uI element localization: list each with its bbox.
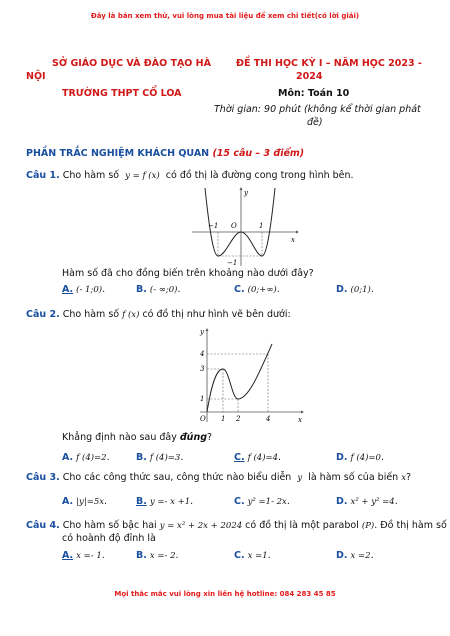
question-4-option-b[interactable]: B. x =- 2. <box>136 550 179 561</box>
question-3-option-a[interactable]: A. |y|=5x. <box>62 496 108 507</box>
question-1-prompt: Hàm số đã cho đồng biến trên khoảng nào dưới đây? <box>62 268 314 279</box>
preview-notice: Đây là bản xem thử, vui lòng mua tài liệu để xem chi tiết(có lời giải) <box>90 12 360 20</box>
question-4-option-c[interactable]: C. x =1. <box>234 550 271 561</box>
graph1-tick-1: 1 <box>259 222 264 230</box>
footer-hotline: Mọi thắc mắc vui lòng xin liên hệ hotline: 084 283 45 85 <box>114 590 336 598</box>
question-2-prompt: Khẳng định nào sau đây đúng? <box>62 432 213 443</box>
graph1-y-label: y <box>244 189 248 197</box>
question-3-label: Câu 3. <box>26 472 60 483</box>
graph2-tick-x1: 1 <box>221 415 226 423</box>
question-1-expr: y = f (x) <box>125 171 160 181</box>
graph2-tick-y1: 1 <box>200 395 205 403</box>
question-4-stem-line-2: có hoành độ đỉnh là <box>62 533 156 544</box>
graph1-tick-neg1: −1 <box>208 222 219 230</box>
question-1-option-b[interactable]: B. (- ∞;0). <box>136 284 181 295</box>
question-1-option-c[interactable]: C. (0;+∞). <box>234 284 280 295</box>
graph1-tick-min: −1 <box>227 259 238 267</box>
question-3-option-b[interactable]: B. y =- x +1. <box>136 496 194 507</box>
section-title: PHẦN TRẮC NGHIỆM KHÁCH QUAN (15 câu – 3 điểm) <box>26 148 305 159</box>
question-3-stem: Câu 3. Cho các công thức sau, công thức nào biểu diễn y là hàm số của biến x? <box>26 472 412 483</box>
question-2-option-a[interactable]: A. f (4)=2. <box>62 452 110 463</box>
graph2-tick-y4: 4 <box>200 350 205 358</box>
question-2-option-d[interactable]: D. f (4)=0. <box>336 452 384 463</box>
graph2-origin: O <box>200 415 206 423</box>
time-line-2: đề) <box>307 117 323 128</box>
section-note: (15 câu – 3 điểm) <box>212 148 305 159</box>
question-2-expr: f (x) <box>122 310 140 320</box>
question-2-stem: Câu 2. Cho hàm số f (x) có đồ thị như hình vẽ bên dưới: <box>26 309 291 320</box>
time-line-1: Thời gian: 90 phút (không kể thời gian phát <box>214 104 421 115</box>
question-4-option-d[interactable]: D. x =2. <box>336 550 374 561</box>
question-2-label: Câu 2. <box>26 309 60 320</box>
graph2-tick-x2: 2 <box>236 415 241 423</box>
graph2-x-label: x <box>298 416 302 424</box>
graph-question-1 <box>188 186 300 268</box>
graph2-tick-y3: 3 <box>200 365 205 373</box>
question-1-option-d[interactable]: D. (0;1). <box>336 284 374 295</box>
school-name: TRƯỜNG THPT CỔ LOA <box>62 88 182 99</box>
exam-title-line-2: 2024 <box>296 71 323 82</box>
graph2-y-label: y <box>200 328 204 336</box>
department-line-2: NỘI <box>26 71 46 82</box>
question-4-label: Câu 4. <box>26 520 60 531</box>
exam-title-line-1: ĐỀ THI HỌC KỲ I – NĂM HỌC 2023 - <box>236 58 422 69</box>
graph1-origin: O <box>231 222 237 230</box>
question-3-option-c[interactable]: C. y² =1- 2x. <box>234 496 290 507</box>
question-1-label: Câu 1. <box>26 170 60 181</box>
question-4-option-a[interactable]: A. x =- 1. <box>62 550 105 561</box>
question-2-option-c[interactable]: C. f (4)=4. <box>234 452 282 463</box>
question-3-option-d[interactable]: D. x² + y² =4. <box>336 496 398 507</box>
subject: Môn: Toán 10 <box>278 88 350 99</box>
question-1-option-a[interactable]: A. (- 1;0). <box>62 284 106 295</box>
department-line-1: SỞ GIÁO DỤC VÀ ĐÀO TẠO HÀ <box>52 58 211 69</box>
graph1-x-label: x <box>291 236 295 244</box>
graph-question-2 <box>194 326 306 426</box>
question-2-option-b[interactable]: B. f (4)=3. <box>136 452 184 463</box>
question-1-stem: Câu 1. Cho hàm số y = f (x) có đồ thị là đường cong trong hình bên. <box>26 170 354 181</box>
graph2-tick-x4: 4 <box>266 415 271 423</box>
question-4-stem: Câu 4. Cho hàm số bậc hai y = x² + 2x + 2024 có đồ thị là một parabol (P). Đồ thị hàm số <box>26 520 447 531</box>
